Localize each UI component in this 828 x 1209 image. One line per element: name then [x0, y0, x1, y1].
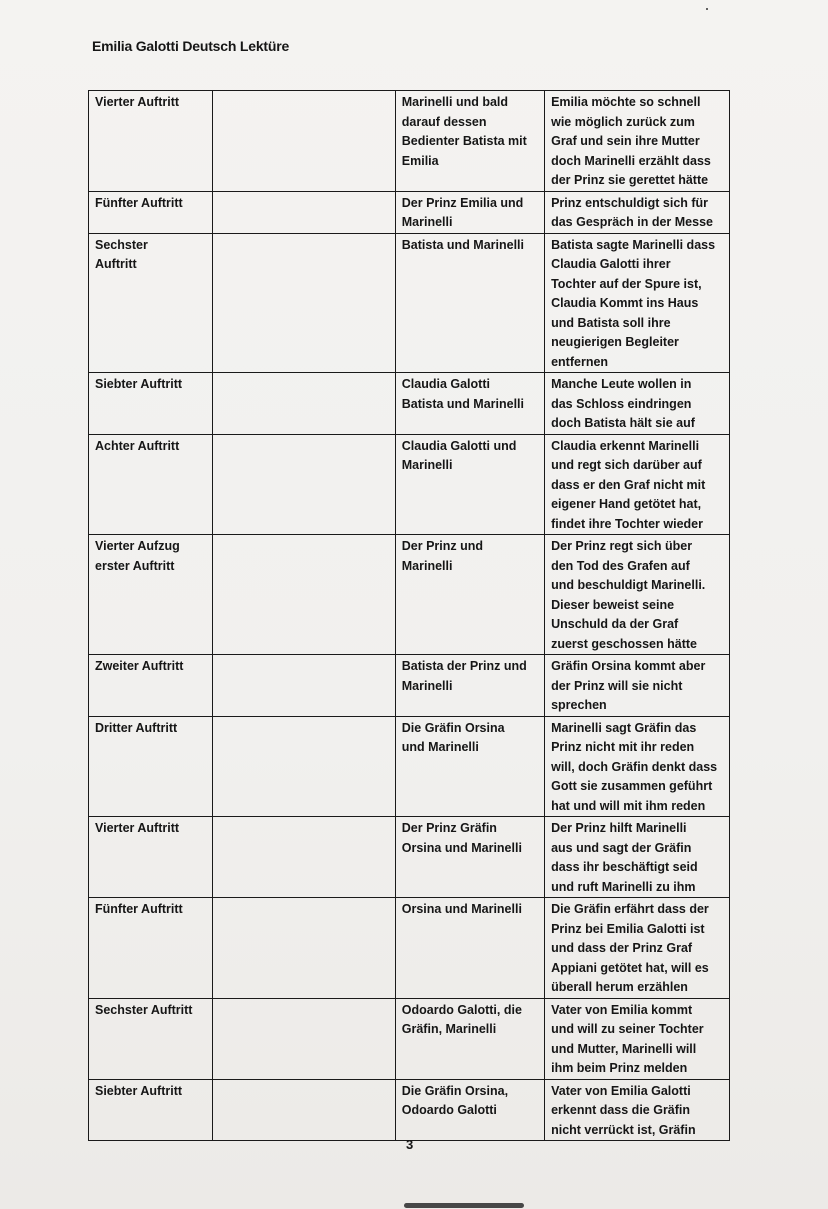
persons-cell: Claudia Galotti Batista und Marinelli [401, 377, 525, 411]
act-cell: Dritter Auftritt [95, 720, 178, 735]
persons-cell: Claudia Galotti und Marinelli [401, 438, 517, 472]
content-cell: Manche Leute wollen in das Schloss eindringen doch Batista hält sie auf [551, 377, 695, 430]
table-row [89, 898, 730, 999]
act-cell: Siebter Auftritt [95, 1083, 183, 1098]
content-cell: Claudia erkennt Marinelli und regt sich darüber auf dass er den Graf nicht mit eigener Hand getötet hat, findet ihre Tochter wieder [551, 438, 706, 531]
act-cell: Fünfter Auftritt [95, 195, 183, 210]
page-number: 3 [406, 1137, 414, 1152]
content-cell: Die Gräfin erfährt dass der Prinz bei Emilia Galotti ist und dass der Prinz Graf Appiani getötet hat, will es überall herum erzählen [551, 902, 709, 994]
act-cell: Sechster Auftritt [95, 237, 148, 271]
empty-cell [212, 233, 395, 373]
persons-cell: Marinelli und bald darauf dessen Bedienter Batista mit Emilia [401, 95, 527, 168]
act-cell: Vierter Auftritt [95, 821, 180, 835]
persons-cell: Der Prinz Emilia und Marinelli [401, 195, 524, 229]
table-row [89, 998, 730, 1079]
empty-cell [212, 817, 395, 898]
table-row [89, 817, 730, 898]
paper-speck [706, 8, 708, 10]
table-row [89, 1079, 730, 1141]
empty-cell [212, 1079, 395, 1141]
act-cell: Sechster Auftritt [95, 1002, 193, 1017]
table-row [89, 373, 730, 435]
persons-cell: Die Gräfin Orsina und Marinelli [401, 720, 505, 754]
act-cell: Vierter Auftritt [95, 95, 180, 109]
table-row [89, 91, 730, 192]
content-cell: Batista sagte Marinelli dass Claudia Galotti ihrer Tochter auf der Spure ist, Claudia Kommt ins Haus und Batista soll ihre neugierigen Begleiter entfernen [551, 237, 716, 369]
persons-cell: Die Gräfin Orsina, Odoardo Galotti [401, 1083, 509, 1117]
act-cell: Achter Auftritt [95, 438, 180, 453]
scene-table [88, 90, 730, 1141]
empty-cell [212, 373, 395, 435]
empty-cell [212, 998, 395, 1079]
content-cell: Der Prinz hilft Marinelli aus und sagt der Gräfin dass ihr beschäftigt seid und ruft Marinelli zu ihm [551, 821, 698, 894]
persons-cell: Der Prinz Gräfin Orsina und Marinelli [401, 821, 522, 855]
table-row [89, 535, 730, 655]
table-row [89, 191, 730, 233]
empty-cell [212, 91, 395, 192]
persons-cell: Batista und Marinelli [401, 237, 525, 252]
act-cell: Vierter Aufzug erster Auftritt [95, 539, 180, 573]
table-row [89, 655, 730, 717]
content-cell: Emilia möchte so schnell wie möglich zurück zum Graf und sein ihre Mutter doch Marinelli erzählt dass der Prinz sie gerettet hätte [551, 95, 711, 187]
persons-cell: Orsina und Marinelli [401, 902, 522, 916]
content-cell: Vater von Emilia kommt und will zu seiner Tochter und Mutter, Marinelli will ihm beim Prinz melden [551, 1002, 704, 1075]
table-row [89, 434, 730, 535]
table-row [89, 716, 730, 817]
content-cell: Der Prinz regt sich über den Tod des Grafen auf und beschuldigt Marinelli. Dieser beweist seine Unschuld da der Graf zuerst geschossen hätte [551, 539, 706, 651]
persons-cell: Der Prinz und Marinelli [401, 539, 484, 573]
persons-cell: Batista der Prinz und Marinelli [401, 659, 527, 693]
act-cell: Zweiter Auftritt [95, 659, 184, 673]
table-row [89, 233, 730, 373]
empty-cell [212, 191, 395, 233]
persons-cell: Odoardo Galotti, die Gräfin, Marinelli [401, 1002, 522, 1036]
content-cell: Gräfin Orsina kommt aber der Prinz will sie nicht sprechen [551, 659, 706, 712]
content-cell: Marinelli sagt Gräfin das Prinz nicht mit ihr reden will, doch Gräfin denkt dass Gott sie zusammen geführt hat und will mit ihm reden [551, 720, 718, 813]
scan-edge-shadow [404, 1203, 524, 1208]
empty-cell [212, 716, 395, 817]
empty-cell [212, 898, 395, 999]
act-cell: Siebter Auftritt [95, 377, 183, 391]
document-title: Emilia Galotti Deutsch Lektüre [92, 38, 290, 54]
empty-cell [212, 655, 395, 717]
empty-cell [212, 434, 395, 535]
act-cell: Fünfter Auftritt [95, 902, 183, 916]
content-cell: Prinz entschuldigt sich für das Gespräch in der Messe [551, 195, 713, 229]
empty-cell [212, 535, 395, 655]
content-cell: Vater von Emilia Galotti erkennt dass die Gräfin nicht verrückt ist, Gräfin [551, 1083, 696, 1137]
